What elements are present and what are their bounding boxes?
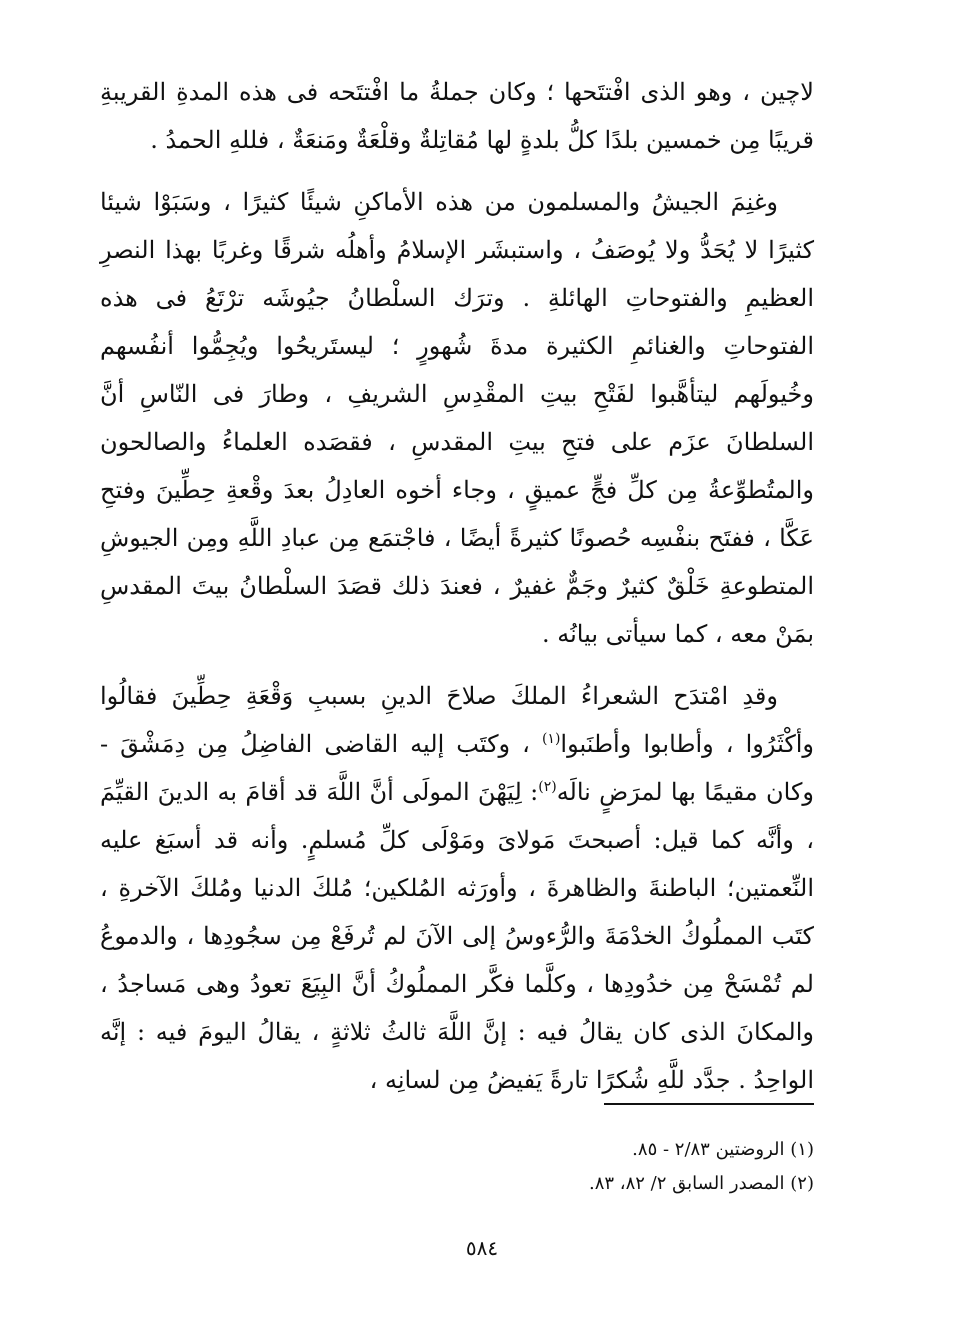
footnote-ref-2: (٢) [538, 779, 557, 795]
paragraph-3-part-3: : لِيَهْنَ المولَى أنَّ اللَّهَ قد أقامَ به الدينَ القيِّمَ ، وأنَّه كما قيل: أصبحتَ مَولاىَ ومَوْلَى كلِّ مُسلمٍ. وأنه قد أسبَغ عليه النِّعمتين؛ الباطنةَ والظاهرةَ ، وأورَثه المُلكين؛ مُلكَ الدنيا ومُلكَ الآخرةِ ، كتَب المملُوكُ الخدْمَةَ والرُّءوسُ إلى الآنَ لم تُرفَعْ مِن سجُودِها ، والدموعُ لم تُمْسَحْ مِن خدُودِها ، وكلَّما فكَّر المملُوكُ أنَّ البِيَعَ تعودُ وهى مَساجدُ ، والمكانَ الذى كان يقالُ فيه : إنَّ اللَّهَ ثالثُ ثلاثةٍ ، يقالُ اليومَ فيه : إنَّه الواحِدُ . جدَّد للَّهِ شُكرًا تارةً يَفيضُ مِن لسانِه ، [100, 778, 815, 1094]
paragraph-1: لاچين ، وهو الذى افْتتَحها ؛ وكان جملةُ ما افْتتَحه فى هذه المدةِ القريبةِ قريبًا مِن خمسين بلدًا كلُّ بلدةٍ لها مُقاتِلةٌ وقلْعَةٌ ومَنعَةٌ ، فللهِ الحمدُ . [100, 78, 814, 154]
page-number: ٥٨٤ [465, 1236, 499, 1260]
paragraph-3-part-1: وقدِ امْتدَح الشعراءُ الملكَ صلاحَ الدينِ بسببِ وَقْعَةِ حِطِّينَ فقالُوا وأكْثَرُوا ، وأطابوا وأطنَبوا [100, 682, 815, 758]
footnote-1: (١) الروضتين ٢/٨٣ - ٨٥. [632, 1139, 814, 1160]
main-text [100, 68, 814, 1104]
paragraph-3 [100, 672, 814, 1104]
footnotes [100, 1136, 814, 1204]
footnote-ref-1: (١) [541, 731, 561, 747]
paragraph-3-part-2: ، وكتَب إليه القاضى الفاضِلُ مِن دِمَشْقَ - وكان مقيمًا بها لمرَضٍ نالَه [100, 730, 814, 806]
paragraph-2: وغنِمَ الجيشُ والمسلمون من هذه الأماكنِ شيئًا كثيرًا ، وسَبَوْا شيئا كثيرًا لا يُحَدُّ ولا يُوصَفُ ، واستبشَر الإسلامُ وأهلُه شرقًا وغربًا بهذا النصرِ العظيمِ والفتوحاتِ الهائلةِ . وترَك السلْطانُ جيُوشَه ترْتَعُ فى هذه الفتوحاتِ والغنائمِ الكثيرة مدةَ شُهورٍ ؛ ليستَريحُوا ويُجِمُّوا أنفُسهم وخُيولَهم ليتأهَّبوا لفَتْحِ بيتِ المقْدِسِ الشريفِ ، وطارَ فى النّاسِ أنَّ السلطانَ عزَم على فتحِ بيتِ المقدسِ ، فقصَده العلماءُ والصالحون والمتُطوِّعةُ مِن كلِّ فجٍّ عميقٍ ، وجاء أخوه العادِلُ بعدَ وقْعةِ حِطِّينَ وفتحِ عَكَّا ، ففتَح بنفْسِه حُصونًا كثيرةً أيضًا ، فاجْتمَع مِن عبادِ اللَّهِ ومِن الجيوشِ المتطوعةِ خَلْقٌ كثيرٌ وجَمٌّ غفيرٌ ، فعندَ ذلك قصَدَ السلْطانُ بيتَ المقدسِ بمَنْ معه ، كما سيأتى بيانُه . [100, 188, 814, 648]
footnote-divider [604, 1103, 814, 1105]
footnote-2: (٢) المصدر السابق ٢/ ٨٢، ٨٣. [588, 1173, 814, 1194]
